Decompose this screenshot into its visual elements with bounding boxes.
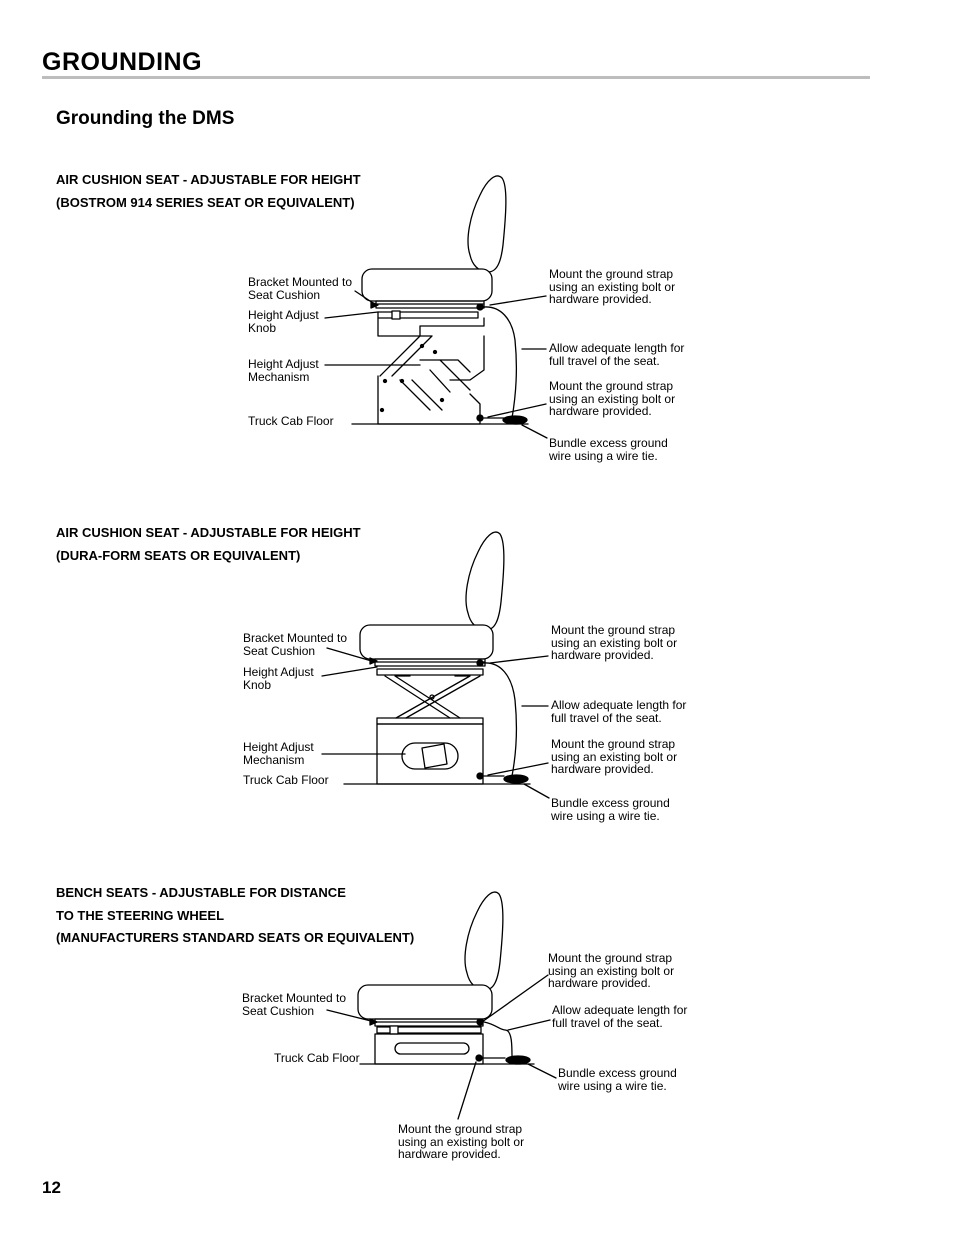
label-allow-length: Allow adequate length for full travel of the seat. [551, 698, 687, 725]
label-mount-ground-strap-top: Mount the ground strap using an existing bolt or hardware provided. [548, 951, 675, 990]
diagram-2-heading-line: (DURA-FORM SEATS OR EQUIVALENT) [56, 547, 301, 563]
diagram-3-seat [327, 892, 556, 1119]
page-number: 12 [42, 1178, 61, 1197]
diagram-2-heading-line: AIR CUSHION SEAT - ADJUSTABLE FOR HEIGHT [56, 525, 361, 540]
label-allow-length: Allow adequate length for full travel of the seat. [549, 341, 685, 368]
label-bundle-wire: Bundle excess ground wire using a wire tie. [549, 436, 668, 463]
diagram-1-seat [325, 176, 547, 438]
label-bracket: Bracket Mounted to Seat Cushion [243, 631, 348, 658]
label-height-adjust-knob: Height Adjust Knob [243, 665, 314, 692]
label-mount-ground-strap-bottom: Mount the ground strap using an existing bolt or hardware provided. [398, 1122, 525, 1161]
label-mount-ground-strap-top: Mount the ground strap using an existing bolt or hardware provided. [549, 267, 676, 306]
label-allow-length: Allow adequate length for full travel of the seat. [552, 1003, 688, 1030]
page-subtitle: Grounding the DMS [56, 108, 235, 129]
diagram-3-heading-line: TO THE STEERING WHEEL [56, 907, 225, 923]
label-mount-ground-strap-top: Mount the ground strap using an existing bolt or hardware provided. [551, 623, 678, 662]
diagram-2-seat [322, 532, 549, 798]
label-mount-ground-strap-bottom: Mount the ground strap using an existing bolt or hardware provided. [549, 379, 676, 418]
label-height-adjust-mechanism: Height Adjust Mechanism [243, 740, 314, 767]
diagram-3-heading-line: (MANUFACTURERS STANDARD SEATS OR EQUIVALENT) [56, 930, 415, 945]
label-bracket: Bracket Mounted to Seat Cushion [248, 275, 353, 302]
diagram-3-heading-line: BENCH SEATS - ADJUSTABLE FOR DISTANCE [56, 885, 346, 900]
label-bundle-wire: Bundle excess ground wire using a wire tie. [558, 1066, 677, 1093]
label-truck-cab-floor: Truck Cab Floor [243, 773, 329, 787]
label-height-adjust-mechanism: Height Adjust Mechanism [248, 357, 319, 384]
label-truck-cab-floor: Truck Cab Floor [274, 1051, 360, 1065]
label-truck-cab-floor: Truck Cab Floor [248, 414, 334, 428]
label-bracket: Bracket Mounted to Seat Cushion [242, 991, 347, 1018]
label-mount-ground-strap-bottom: Mount the ground strap using an existing bolt or hardware provided. [551, 737, 678, 776]
label-bundle-wire: Bundle excess ground wire using a wire tie. [551, 796, 670, 823]
diagram-1-heading-line: AIR CUSHION SEAT - ADJUSTABLE FOR HEIGHT [56, 172, 361, 187]
diagram-1-heading-line: (BOSTROM 914 SERIES SEAT OR EQUIVALENT) [56, 194, 355, 210]
label-height-adjust-knob: Height Adjust Knob [248, 308, 319, 335]
section-title: GROUNDING [42, 48, 203, 76]
